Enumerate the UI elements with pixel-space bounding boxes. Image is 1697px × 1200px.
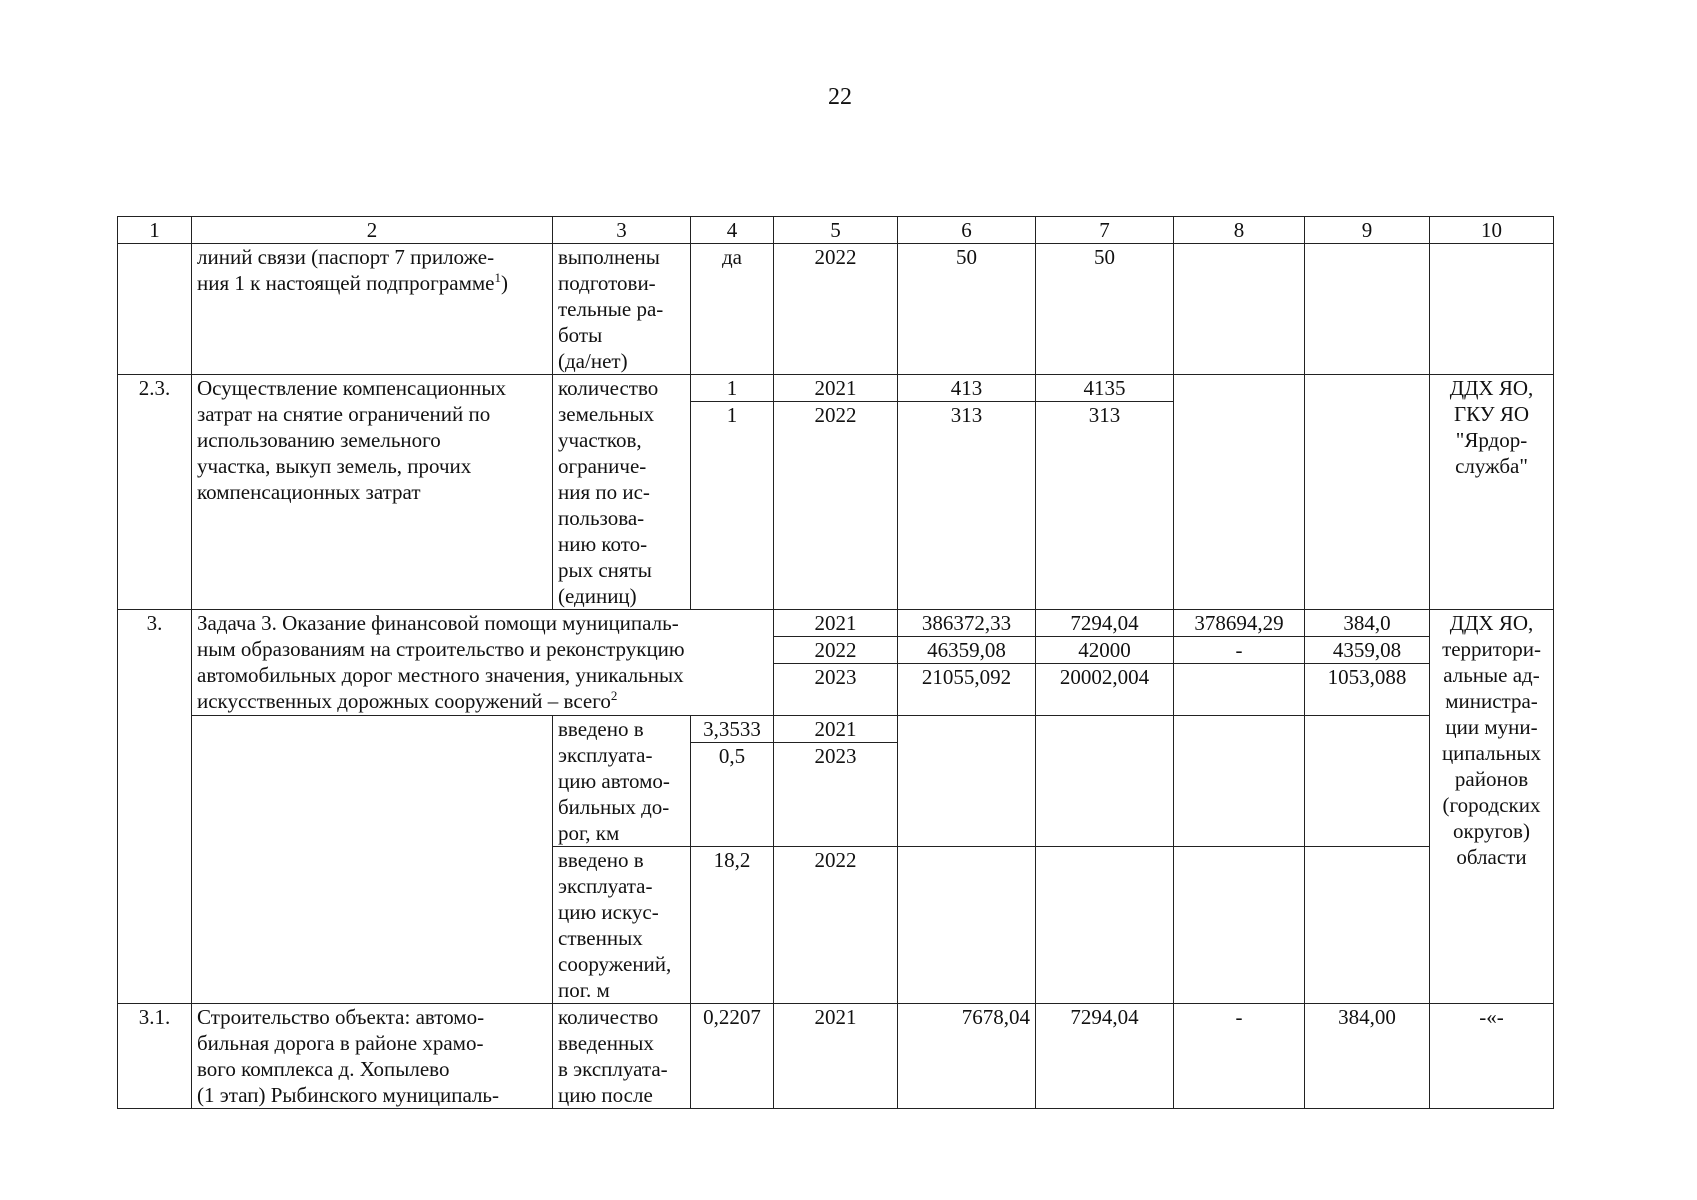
local-budget: 4359,08 <box>1305 637 1430 664</box>
activity-name: линий связи (паспорт 7 приложе- ния 1 к настоящей подпрограмме$^1$) <box>192 244 553 375</box>
indicator-value: 0,2207 <box>691 1004 774 1109</box>
header-cell: 1 <box>118 217 192 244</box>
total-amount <box>898 716 1036 847</box>
total-amount: 413 <box>898 375 1036 402</box>
local-budget <box>1305 847 1430 1004</box>
task-name-empty <box>192 716 553 1004</box>
row-number: 2.3. <box>118 375 192 610</box>
indicator-name: выполнены подготови- тельные ра- боты (да/нет) <box>553 244 691 375</box>
local-budget <box>1305 375 1430 610</box>
year: 2021 <box>774 716 898 743</box>
header-cell: 10 <box>1430 217 1554 244</box>
indicator-value: 0,5 <box>691 743 774 847</box>
regional-budget: 7294,04 <box>1036 1004 1174 1109</box>
indicator-name: количество земельных участков, ограниче- ния по ис- пользова- нию кото- рых сняты (единиц) <box>553 375 691 610</box>
local-budget: 384,00 <box>1305 1004 1430 1109</box>
year: 2023 <box>774 664 898 716</box>
table-row <box>118 244 1554 375</box>
table-row <box>118 375 1554 402</box>
year: 2021 <box>774 1004 898 1109</box>
year: 2021 <box>774 610 898 637</box>
executor: ДДХ ЯО, ГКУ ЯО "Ярдор- служба" <box>1430 375 1554 610</box>
total-amount: 50 <box>898 244 1036 375</box>
federal-budget: - <box>1174 1004 1305 1109</box>
table-header-row <box>118 217 1554 244</box>
regional-budget <box>1036 847 1174 1004</box>
row-number: 3.1. <box>118 1004 192 1109</box>
year: 2021 <box>774 375 898 402</box>
regional-budget: 4135 <box>1036 375 1174 402</box>
executor: -«- <box>1430 1004 1554 1109</box>
regional-budget: 7294,04 <box>1036 610 1174 637</box>
row-number: 3. <box>118 610 192 1004</box>
total-amount: 7678,04 <box>898 1004 1036 1109</box>
indicator-name: введено в эксплуата- цию искус- ственных сооружений, пог. м <box>553 847 691 1004</box>
header-cell: 7 <box>1036 217 1174 244</box>
federal-budget <box>1174 847 1305 1004</box>
total-amount: 46359,08 <box>898 637 1036 664</box>
indicator-name: количество введенных в эксплуата- цию после <box>553 1004 691 1109</box>
total-amount <box>898 847 1036 1004</box>
indicator-value: 18,2 <box>691 847 774 1004</box>
table-row <box>118 1004 1554 1109</box>
header-cell: 9 <box>1305 217 1430 244</box>
year: 2022 <box>774 402 898 610</box>
federal-budget: - <box>1174 637 1305 664</box>
page-number: 22 <box>828 84 852 110</box>
executor <box>1430 244 1554 375</box>
total-amount: 386372,33 <box>898 610 1036 637</box>
indicator-value: да <box>691 244 774 375</box>
header-cell: 4 <box>691 217 774 244</box>
indicator-value: 3,3533 <box>691 716 774 743</box>
table-row <box>118 610 1554 637</box>
regional-budget: 20002,004 <box>1036 664 1174 716</box>
year: 2023 <box>774 743 898 847</box>
indicator-value: 1 <box>691 402 774 610</box>
local-budget: 384,0 <box>1305 610 1430 637</box>
federal-budget: 378694,29 <box>1174 610 1305 637</box>
header-cell: 6 <box>898 217 1036 244</box>
table-row <box>118 716 1554 743</box>
executor: ДДХ ЯО, территори- альные ад- министра- ции муни- ципальных районов (городских округов) области <box>1430 610 1554 1004</box>
federal-budget <box>1174 244 1305 375</box>
year: 2022 <box>774 637 898 664</box>
activity-name: Осуществление компенсационных затрат на снятие ограничений по использованию земельного участка, выкуп земель, прочих компенсационных затрат <box>192 375 553 610</box>
header-cell: 2 <box>192 217 553 244</box>
local-budget <box>1305 244 1430 375</box>
total-amount: 313 <box>898 402 1036 610</box>
indicator-name: введено в эксплуата- цию автомо- бильных до- рог, км <box>553 716 691 847</box>
regional-budget: 50 <box>1036 244 1174 375</box>
federal-budget <box>1174 375 1305 610</box>
year: 2022 <box>774 847 898 1004</box>
task-name: Задача 3. Оказание финансовой помощи муниципаль- ным образованиям на строительство и реконструкцию автомобильных дорог местного значения, уникальных искусственных дорожных сооружений – всего$^2$ <box>192 610 774 716</box>
program-table <box>117 216 1554 1109</box>
row-number <box>118 244 192 375</box>
header-cell: 8 <box>1174 217 1305 244</box>
indicator-value: 1 <box>691 375 774 402</box>
local-budget <box>1305 716 1430 847</box>
header-cell: 5 <box>774 217 898 244</box>
local-budget: 1053,088 <box>1305 664 1430 716</box>
regional-budget <box>1036 716 1174 847</box>
regional-budget: 313 <box>1036 402 1174 610</box>
total-amount: 21055,092 <box>898 664 1036 716</box>
year: 2022 <box>774 244 898 375</box>
activity-name: Строительство объекта: автомо- бильная дорога в районе храмо- вого комплекса д. Хопылево (1 этап) Рыбинского муниципаль- <box>192 1004 553 1109</box>
header-cell: 3 <box>553 217 691 244</box>
federal-budget <box>1174 664 1305 716</box>
federal-budget <box>1174 716 1305 847</box>
regional-budget: 42000 <box>1036 637 1174 664</box>
